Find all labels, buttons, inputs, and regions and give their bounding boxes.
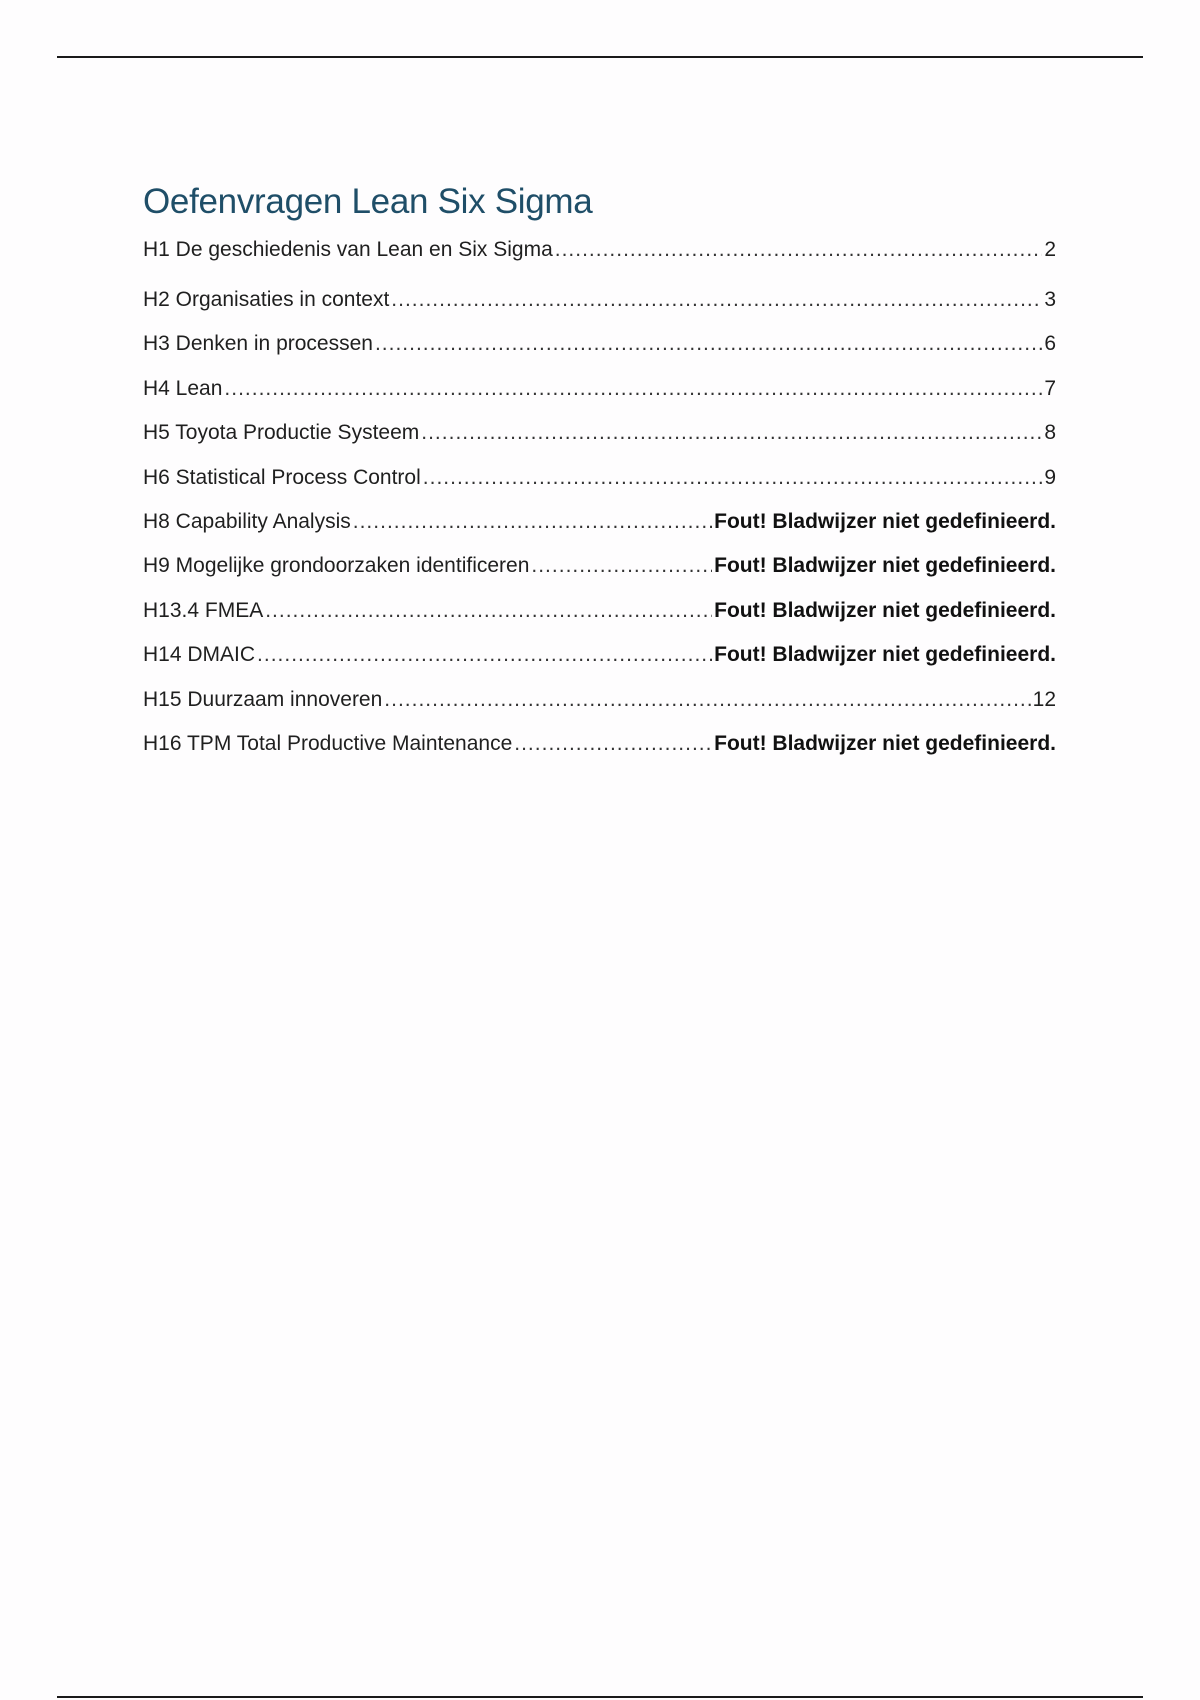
toc-entry-page: 8 <box>1044 421 1056 445</box>
toc-entry-bookmark-error: Fout! Bladwijzer niet gedefinieerd. <box>714 731 1056 755</box>
header-rule <box>57 56 1143 58</box>
toc-dot-leader <box>384 688 1030 712</box>
toc-entry-bookmark-error: Fout! Bladwijzer niet gedefinieerd. <box>714 643 1056 667</box>
toc-entry-page: 9 <box>1044 465 1056 489</box>
toc-entry-label: H4 Lean <box>143 376 223 400</box>
toc-entry-h3[interactable] <box>143 332 1056 376</box>
toc-list <box>143 238 1056 776</box>
toc-entry-label: H15 Duurzaam innoveren <box>143 687 383 711</box>
toc-entry-h6[interactable] <box>143 466 1056 510</box>
toc-entry-label: H9 Mogelijke grondoorzaken identificeren <box>143 554 530 578</box>
toc-entry-h15[interactable] <box>143 688 1056 732</box>
toc-title: Oefenvragen Lean Six Sigma <box>143 182 593 221</box>
toc-dot-leader <box>353 510 712 534</box>
toc-entry-h4[interactable] <box>143 377 1056 421</box>
toc-entry-bookmark-error: Fout! Bladwijzer niet gedefinieerd. <box>714 598 1056 622</box>
toc-entry-bookmark-error: Fout! Bladwijzer niet gedefinieerd. <box>714 509 1056 533</box>
toc-entry-h16[interactable] <box>143 732 1056 776</box>
toc-entry-label: H1 De geschiedenis van Lean en Six Sigma <box>143 238 553 261</box>
toc-entry-label: H8 Capability Analysis <box>143 509 351 533</box>
footer-rule <box>57 1696 1143 1698</box>
toc-entry-h8[interactable] <box>143 510 1056 554</box>
toc-entry-h9[interactable] <box>143 554 1056 598</box>
toc-dot-leader <box>391 288 1042 312</box>
toc-dot-leader <box>265 599 712 623</box>
toc-entry-h1[interactable] <box>143 238 1056 288</box>
toc-entry-label: H16 TPM Total Productive Maintenance <box>143 731 513 755</box>
toc-entry-label: H5 Toyota Productie Systeem <box>143 421 420 445</box>
toc-entry-page: 2 <box>1044 238 1056 261</box>
toc-dot-leader <box>421 421 1042 445</box>
toc-entry-page: 12 <box>1032 687 1056 711</box>
toc-entry-page: 6 <box>1044 332 1056 356</box>
toc-entry-bookmark-error: Fout! Bladwijzer niet gedefinieerd. <box>714 554 1056 578</box>
toc-dot-leader <box>555 238 1043 262</box>
toc-entry-label: H2 Organisaties in context <box>143 288 390 311</box>
toc-entry-label: H14 DMAIC <box>143 643 256 667</box>
toc-entry-h14[interactable] <box>143 643 1056 687</box>
toc-dot-leader <box>423 466 1043 490</box>
toc-dot-leader <box>531 554 712 578</box>
toc-dot-leader <box>224 377 1042 401</box>
toc-entry-label: H6 Statistical Process Control <box>143 465 421 489</box>
toc-entry-h5[interactable] <box>143 421 1056 465</box>
toc-entry-label: H3 Denken in processen <box>143 332 373 356</box>
toc-entry-h2[interactable] <box>143 288 1056 332</box>
toc-entry-page: 7 <box>1044 376 1056 400</box>
toc-dot-leader <box>514 732 712 756</box>
toc-entry-page: 3 <box>1044 288 1056 311</box>
table-of-contents <box>143 180 1056 776</box>
toc-entry-label: H13.4 FMEA <box>143 598 264 622</box>
toc-entry-h13-4[interactable] <box>143 599 1056 643</box>
toc-dot-leader <box>375 332 1042 356</box>
toc-dot-leader <box>257 643 712 667</box>
